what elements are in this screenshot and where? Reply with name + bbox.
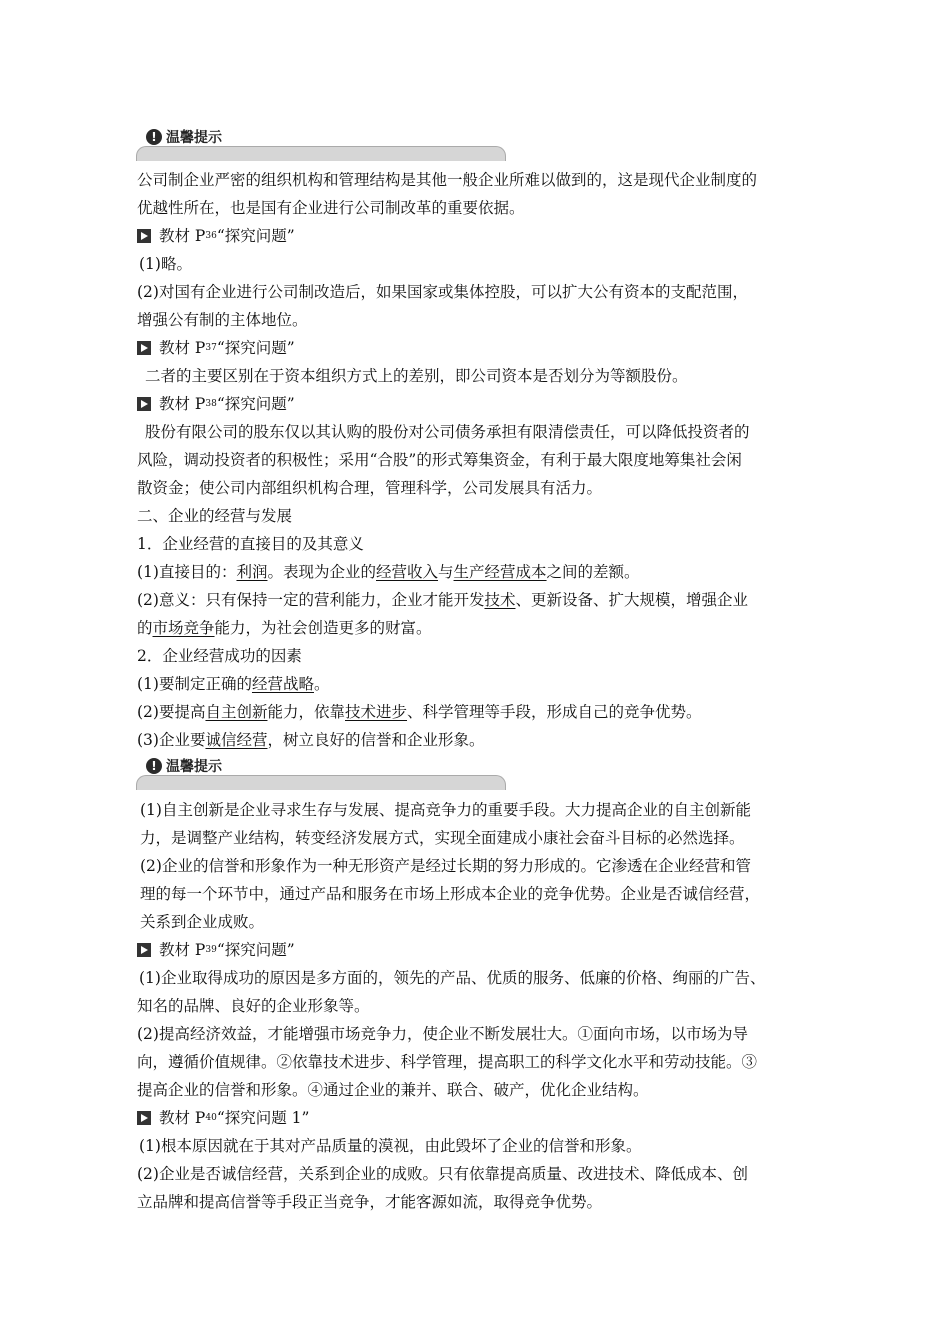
subsection-heading: 1．企业经营的直接目的及其意义 (137, 535, 364, 553)
paragraph-line: (2)要提高自主创新能力，依靠技术进步、科学管理等手段，形成自己的竞争优势。 (137, 703, 702, 721)
paragraph-line: 股份有限公司的股东仅以其认购的股份对公司债务承担有限清偿责任，可以降低投资者的 (145, 423, 750, 441)
fill-answer: 技术进步 (345, 703, 408, 721)
paragraph-line: (2)企业的信誉和形象作为一种无形资产是经过长期的努力形成的。它渗透在企业经营和管 (140, 857, 751, 875)
paragraph-line: 知名的品牌、良好的企业形象等。 (137, 997, 370, 1015)
paragraph-line: (2)意义：只有保持一定的营利能力，企业才能开发技术、更新设备、扩大规模，增强企业 (137, 591, 748, 609)
fill-answer: 经营收入 (376, 563, 439, 581)
textbook-ref: 教材 P 38 “探究问题” (137, 394, 295, 414)
paragraph-line: 立品牌和提高信誉等手段正当竞争，才能客源如流，取得竞争优势。 (137, 1193, 603, 1211)
play-icon (137, 229, 151, 243)
paragraph-line: (2)提高经济效益，才能增强市场竞争力，使企业不断发展壮大。①面向市场，以市场为导 (137, 1025, 748, 1043)
fill-answer: 技术 (484, 591, 516, 609)
paragraph-line: (1)略。 (139, 255, 192, 273)
paragraph-line: (1)企业取得成功的原因是多方面的，领先的产品、优质的服务、低廉的价格、绚丽的广告、 (139, 969, 766, 987)
fill-answer: 市场竞争 (152, 619, 215, 637)
textbook-ref: 教材 P 37 “探究问题” (137, 338, 295, 358)
paragraph-line: 力，是调整产业结构，转变经济发展方式，实现全面建成小康社会奋斗目标的必然选择。 (140, 829, 745, 847)
paragraph-line: 增强公有制的主体地位。 (137, 311, 308, 329)
exclamation-icon: ! (146, 129, 162, 145)
paragraph-line: 优越性所在，也是国有企业进行公司制改革的重要依据。 (137, 199, 525, 217)
textbook-ref: 教材 P 39 “探究问题” (137, 940, 295, 960)
play-icon (137, 397, 151, 411)
tip-title: 温馨提示 (166, 759, 222, 775)
tip-header (136, 757, 511, 795)
paragraph-line: 散资金；使公司内部组织机构合理，管理科学，公司发展具有活力。 (137, 479, 603, 497)
section-heading: 二、企业的经营与发展 (137, 507, 293, 525)
fill-answer: 经营战略 (251, 675, 314, 693)
tip-bar (136, 146, 506, 161)
subsection-heading: 2．企业经营成功的因素 (137, 647, 302, 665)
play-icon (137, 341, 151, 355)
paragraph-line: 提高企业的信誉和形象。④通过企业的兼并、联合、破产，优化企业结构。 (137, 1081, 649, 1099)
paragraph-line: 公司制企业严密的组织机构和管理结构是其他一般企业所难以做到的，这是现代企业制度的 (137, 171, 758, 189)
paragraph-line: 关系到企业成败。 (140, 913, 265, 931)
exclamation-icon: ! (146, 758, 162, 774)
paragraph-line: (1)直接目的：利润。表现为企业的经营收入与生产经营成本之间的差额。 (137, 563, 640, 581)
tip-header (136, 128, 511, 166)
paragraph-line: (1)自主创新是企业寻求生存与发展、提高竞争力的重要手段。大力提高企业的自主创新能 (140, 801, 751, 819)
play-icon (137, 943, 151, 957)
fill-answer: 自主创新 (205, 703, 268, 721)
paragraph-line: (1)根本原因就在于其对产品质量的漠视，由此毁坏了企业的信誉和形象。 (139, 1137, 642, 1155)
textbook-ref: 教材 P 36 “探究问题” (137, 226, 295, 246)
tip-bar (136, 775, 506, 790)
paragraph-line: 风险，调动投资者的积极性；采用“合股”的形式筹集资金，有利于最大限度地筹集社会闲 (137, 451, 742, 469)
fill-answer: 诚信经营 (205, 731, 268, 749)
paragraph-line: (2)企业是否诚信经营，关系到企业的成败。只有依靠提高质量、改进技术、降低成本、创 (137, 1165, 748, 1183)
play-icon (137, 1111, 151, 1125)
textbook-ref: 教材 P 40 “探究问题 1” (137, 1108, 309, 1128)
paragraph-line: (2)对国有企业进行公司制改造后，如果国家或集体控股，可以扩大公有资本的支配范围， (137, 283, 748, 301)
paragraph-line: 二者的主要区别在于资本组织方式上的差别，即公司资本是否划分为等额股份。 (145, 367, 688, 385)
paragraph-line: 的市场竞争能力，为社会创造更多的财富。 (137, 619, 432, 637)
paragraph-line: (1)要制定正确的经营战略。 (137, 675, 330, 693)
paragraph-line: (3)企业要诚信经营，树立良好的信誉和企业形象。 (137, 731, 485, 749)
fill-answer: 利润 (236, 563, 268, 581)
paragraph-line: 理的每一个环节中，通过产品和服务在市场上形成本企业的竞争优势。企业是否诚信经营， (140, 885, 761, 903)
paragraph-line: 向，遵循价值规律。②依靠技术进步、科学管理，提高职工的科学文化水平和劳动技能。③ (137, 1053, 758, 1071)
tip-title: 温馨提示 (166, 130, 222, 146)
fill-answer: 生产经营成本 (453, 563, 547, 581)
